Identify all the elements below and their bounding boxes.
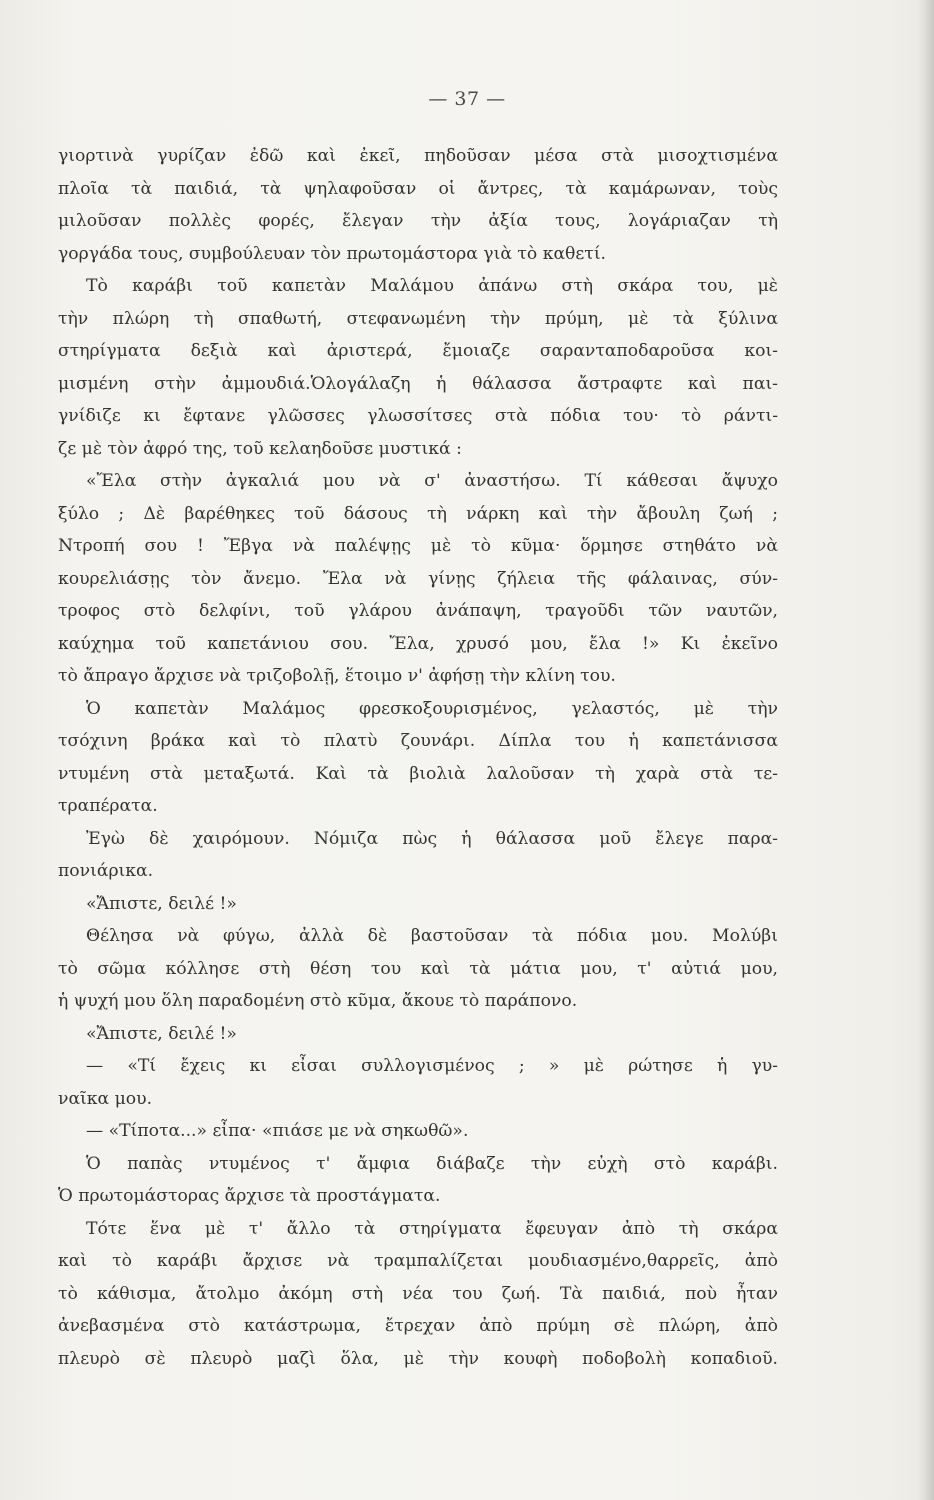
paragraph-start-line: Τότε ἕνα μὲ τ' ἄλλο τὰ στηρίγματα ἔφευγαν ἀπὸ τὴ σκάρα <box>86 1218 778 1239</box>
text-line: ναῖκα μου. <box>58 1088 153 1109</box>
text-line: μισμένη στὴν ἀμμουδιά.Ὁλογάλαζη ἡ θάλασσα ἄστραφτε καὶ παι- <box>58 373 778 394</box>
text-line: κουρελιάσῃς τὸν ἄνεμο. Ἔλα νὰ γίνῃς ζήλεια τῆς φάλαινας, σύν- <box>58 568 778 589</box>
text-line: γιορτινὰ γυρίζαν ἐδῶ καὶ ἐκεῖ, πηδοῦσαν μέσα στὰ μισοχτισμένα <box>58 146 778 166</box>
text-line: πλευρὸ σὲ πλευρὸ μαζὶ ὅλα, μὲ τὴν κουφὴ ποδοβολὴ κοπαδιοῦ. <box>58 1348 778 1369</box>
text-line: πονιάρικα. <box>58 861 154 881</box>
text-line: τὸ κάθισμα, ἄτολμο ἀκόμη στὴ νέα του ζωή. Τὰ παιδιά, ποὺ ἦταν <box>58 1283 778 1304</box>
text-line: τὸ ἄπραγο ἄρχισε νὰ τριζοβολῇ, ἕτοιμο ν' ἀφήσῃ τὴν κλίνη του. <box>58 666 616 686</box>
paragraph-start-line: Ὁ καπετὰν Μαλάμος φρεσκοξουρισμένος, γελαστός, μὲ τὴν <box>86 698 778 719</box>
text-line: μιλοῦσαν πολλὲς φορές, ἔλεγαν τὴν ἀξία τους, λογάριαζαν τὴ <box>58 211 778 231</box>
text-line: τροφος στὸ δελφίνι, τοῦ γλάρου ἀνάπαψη, τραγοῦδι τῶν ναυτῶν, <box>58 601 778 621</box>
paragraph-start-line: Θέλησα νὰ φύγω, ἀλλὰ δὲ βαστοῦσαν τὰ πόδια μου. Μολύβι <box>86 926 778 946</box>
paragraph-start-line: Ἐγὼ δὲ χαιρόμουν. Νόμιζα πὼς ἡ θάλασσα μοῦ ἔλεγε παρα- <box>86 828 778 849</box>
text-line: ἀνεβασμένα στὸ κατάστρωμα, ἔτρεχαν ἀπὸ πρύμη σὲ πλώρη, ἀπὸ <box>58 1316 778 1336</box>
paragraph-start-line: Ὁ παπὰς ντυμένος τ' ἄμφια διάβαζε τὴν εὐχὴ στὸ καράβι. <box>86 1153 778 1174</box>
page-edge-shadow <box>918 0 934 1500</box>
text-line: καύχημα τοῦ καπετάνιου σου. Ἔλα, χρυσό μου, ἔλα !» Κι ἐκεῖνο <box>58 633 778 654</box>
text-line: τὴν πλώρη τὴ σπαθωτή, στεφανωμένη τὴν πρύμη, μὲ τὰ ξύλινα <box>58 308 778 329</box>
paragraph-start-line: «Ἄπιστε, δειλέ !» <box>86 1023 237 1044</box>
paragraph-start-line: «Ἄπιστε, δειλέ !» <box>86 893 237 914</box>
paragraph-start-line: «Ἔλα στὴν ἀγκαλιά μου νὰ σ' ἀναστήσω. Τί κάθεσαι ἄψυχο <box>86 471 778 491</box>
paragraph-start-line: — «Τί ἔχεις κι εἶσαι συλλογισμένος ; » μὲ ρώτησε ἡ γυ- <box>86 1056 778 1076</box>
text-line: τὸ σῶμα κόλλησε στὴ θέση του καὶ τὰ μάτια μου, τ' αὐτιά μου, <box>58 958 778 979</box>
text-line: Ὁ πρωτομάστορας ἄρχισε τὰ προστάγματα. <box>58 1186 441 1206</box>
text-line: γνίδιζε κι ἔφτανε γλῶσσες γλωσσίτσες στὰ πόδια του· τὸ ράντι- <box>58 406 778 426</box>
text-line: ξύλο ; Δὲ βαρέθηκες τοῦ δάσους τὴ νάρκη καὶ τὴν ἄβουλη ζωή ; <box>58 503 778 524</box>
paragraph-start-line: — «Τίποτα...» εἶπα· «πιάσε με νὰ σηκωθῶ». <box>86 1121 469 1141</box>
text-line: πλοῖα τὰ παιδιά, τὰ ψηλαφοῦσαν οἱ ἄντρες, τὰ καμάρωναν, τοὺς <box>58 178 778 199</box>
text-line: τσόχινη βράκα καὶ τὸ πλατὺ ζουνάρι. Δίπλα του ἡ καπετάνισσα <box>58 731 778 751</box>
body-text <box>58 140 778 1375</box>
text-line: στηρίγματα δεξιὰ καὶ ἀριστερά, ἔμοιαζε σαρανταποδαροῦσα κοι- <box>58 341 778 361</box>
text-line: καὶ τὸ καράβι ἄρχισε νὰ τραμπαλίζεται μουδιασμένο,θαρρεῖς, ἀπὸ <box>58 1251 778 1271</box>
paragraph-start-line: Τὸ καράβι τοῦ καπετὰν Μαλάμου ἀπάνω στὴ σκάρα του, μὲ <box>86 276 778 296</box>
text-line: ἡ ψυχή μου ὅλη παραδομένη στὸ κῦμα, ἄκουε τὸ παράπονο. <box>58 991 578 1011</box>
text-line: ντυμένη στὰ μεταξωτά. Καὶ τὰ βιολιὰ λαλοῦσαν τὴ χαρὰ στὰ τε- <box>58 763 778 784</box>
text-line: Ντροπή σου ! Ἔβγα νὰ παλέψῃς μὲ τὸ κῦμα· ὅρμησε στηθάτο νὰ <box>58 536 778 556</box>
text-line: τραπέρατα. <box>58 796 158 816</box>
page-number: — 37 — <box>428 88 506 110</box>
text-line: ζε μὲ τὸν ἀφρό της, τοῦ κελαηδοῦσε μυστικά : <box>58 438 462 459</box>
text-line: γοργάδα τους, συμβούλευαν τὸν πρωτομάστορα γιὰ τὸ καθετί. <box>58 243 607 264</box>
